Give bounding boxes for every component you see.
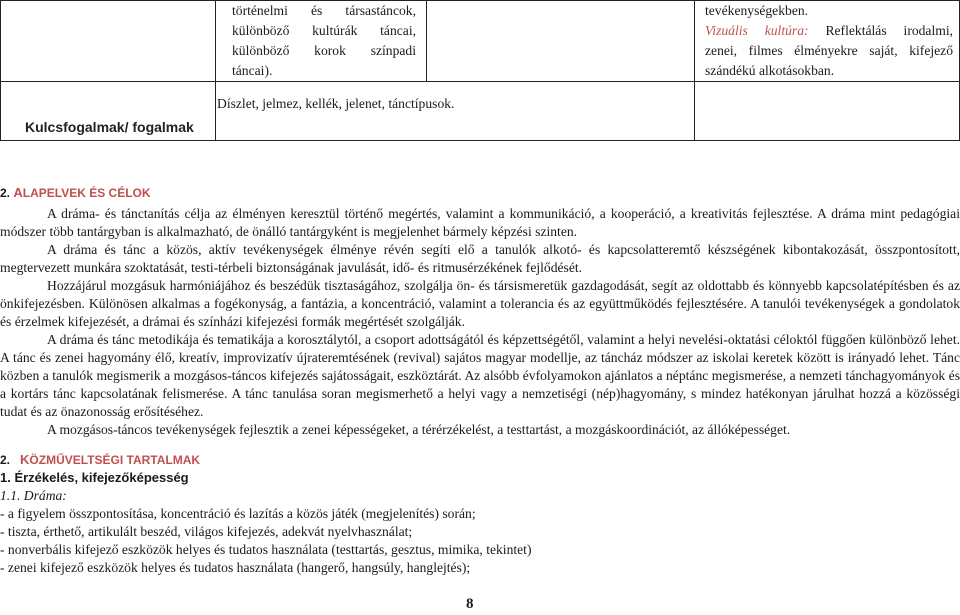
cell-line: szándékú alkotásokban. [705, 63, 835, 78]
table-row [1, 82, 960, 141]
table-cell-connections [695, 1, 960, 82]
section-title-first: A [13, 185, 23, 200]
section-heading-kozmuveltsegi [0, 451, 960, 469]
cell-line-vizualis [705, 21, 953, 41]
paragraph: A dráma és tánc a közös, aktív tevékenységek élménye révén segíti elő a tanulók alkotó- és kapcsolatteremtő készségének kibontakozását, összpontosított, megtervezett munkára szoktatását, testi-térbeli biztonságának javulását, idő- és ritmusérzékének fejlődését. [0, 242, 960, 275]
cell-line: tevékenységekben. [705, 3, 809, 18]
cell-line: táncai). [232, 63, 273, 78]
vizualis-kultura-text: Reflektálás irodalmi, [808, 23, 953, 38]
cell-line: különböző korok színpadi [232, 43, 416, 58]
kulcsfogalmak-label [1, 82, 216, 141]
paragraph: Hozzájárul mozgásuk harmóniájához és beszédük tisztaságához, szolgálja ön- és társismeretük gazdagodását, segít az oldottabb és könnyebb kapcsolatépítésben és az önkifejezésben. Különösen alkalmas a fogékonyság, a fantázia, a koncentráció, valamint a tolerancia és az együttműködés fejlesztésére. A tanulói tevékenységek a gondolatok és érzelmek kifejezését, a drámai és színházi kifejezési formák megértését szolgálják. [0, 278, 960, 329]
section-title-rest: ÖZMŰVELTSÉGI TARTALMAK [29, 453, 201, 467]
cell-line: különböző kultúrák táncai, [232, 23, 416, 38]
empty-label-cell [1, 1, 216, 82]
cell-line: történelmi és társastáncok, [232, 3, 416, 18]
paragraph: A dráma és tánc metodikája és tematikája a korosztálytól, a csoport adottságától és képzettségétől, valamint a helyi nevelési-oktatási céloktól függően különböző lehet. A tánc és zenei hagyomány élő, kreatív, improvizatív újrateremtésének (revival) sajátos magyar modellje, az táncház módszer az iskolai keretek között is irányadó lehet. Tánc közben a tanulók megismerik a mozgásos-táncos kifejezés sajátosságait, eszköztárát. Az alsóbb évfolyamokon ajánlatos a néptánc megismerése, a nemzeti tánchagyományok és a kortárs tánc kapcsolatának felismerése. A tánc tanulása soran megismerhető a helyi vagy a nemzetiségi (nép)hagyomány, s mindez hatékonyan járulhat hozzá a közösségi tudat és az önazonosság erősítéséhez. [0, 332, 960, 419]
kulcsfogalmak-visible [217, 94, 454, 114]
table-cell-empty [695, 82, 960, 141]
table-cell-empty [427, 1, 695, 82]
kulcsfogalmak-label-text: Kulcsfogalmak/ fogalmak [25, 119, 194, 135]
table-cell-dance-types [216, 1, 427, 82]
body-text [0, 184, 960, 577]
section-title-rest: LAPELVEK ÉS CÉLOK [22, 186, 151, 200]
section-number: 2. [0, 186, 11, 200]
list-item: - tiszta, érthető, artikulált beszéd, világos kifejezés, adekvát nyelvhasználat; [0, 524, 413, 539]
subheading-drama: 1.1. Dráma: [0, 488, 67, 503]
list-item: - zenei kifejező eszközök helyes és tudatos használata (hangerő, hangsúly, hanglejtés); [0, 560, 471, 575]
section-heading-alapelvek [0, 184, 960, 202]
paragraph: A dráma- és tánctanítás célja az élményen keresztül történő megértés, valamint a kommunikáció, a kooperáció, a kreativitás fejlesztése. A dráma mint pedagógiai módszer több tantárgyban is alkalmazható, de önálló tantárgyként is megjelenhet bármely képzési szinten. [0, 206, 960, 239]
curriculum-table [0, 0, 960, 141]
kulcsfogalmak-visible-text: Díszlet, jelmez, kellék, jelenet, tánctípusok. [217, 96, 455, 111]
list-item: - nonverbális kifejező eszközök helyes és tudatos használata (testtartás, gesztus, mimika, tekintet) [0, 542, 532, 557]
section-number: 2. [0, 453, 11, 467]
vizualis-kultura-label: Vizuális kultúra: [705, 23, 809, 38]
section-title-first: K [20, 452, 30, 467]
list-item: - a figyelem összpontosítása, koncentráció és lazítás a közös játék (megjelenítés) során; [0, 506, 476, 521]
paragraph: A mozgásos-táncos tevékenységek fejlesztik a zenei képességeket, a térérzékelést, a testtartást, a mozgáskoordinációt, az állóképességet. [47, 422, 791, 437]
subheading-erzekeles: 1. Érzékelés, kifejezőképesség [0, 470, 189, 485]
spacer [0, 439, 960, 449]
page-number: 8 [466, 596, 474, 612]
table-row [1, 1, 960, 82]
cell-line: zenei, filmes élményekre saját, kifejező [705, 43, 953, 58]
